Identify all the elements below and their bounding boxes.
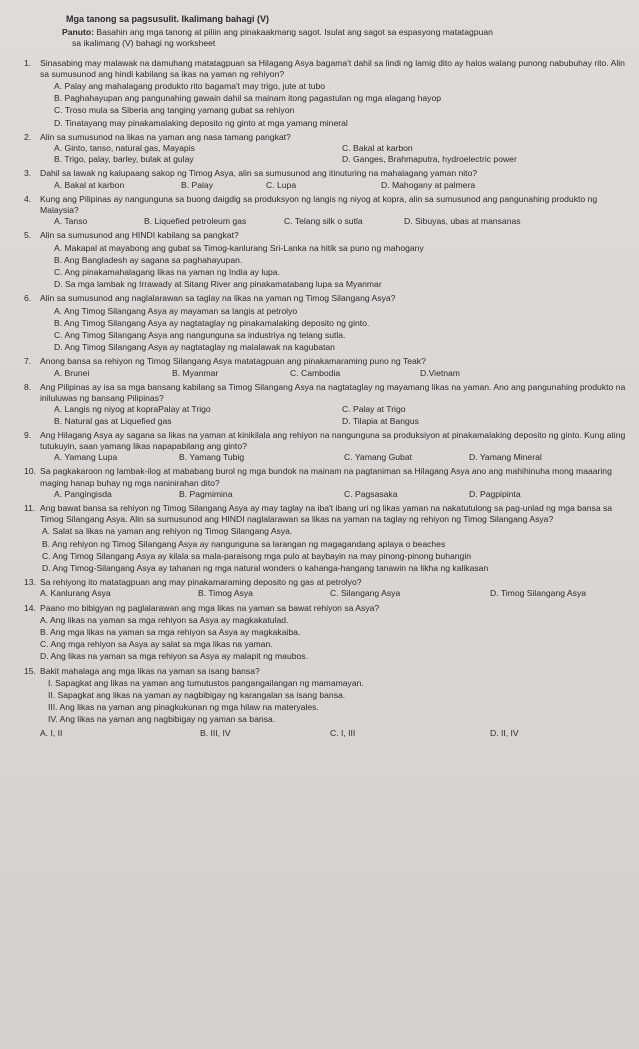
choice-b: B. III, IV bbox=[200, 727, 231, 738]
question-number: 7. bbox=[24, 356, 32, 367]
statement-ii: II. Sapagkat ang likas na yaman ay nagbibigay ng karangalan sa isang bansa. bbox=[48, 689, 346, 700]
option-a: A. Ang likas na yaman sa mga rehiyon sa Asya ay magkakatulad. bbox=[40, 614, 289, 625]
question-number: 14. bbox=[24, 602, 36, 613]
question-number: 3. bbox=[24, 168, 32, 179]
option-b: B. Liquefied petroleum gas bbox=[144, 216, 247, 227]
option-d: D. Ganges, Brahmaputra, hydroelectric power bbox=[342, 154, 517, 165]
statement-iv: IV. Ang likas na yaman ang nagbibigay ng yaman sa bansa. bbox=[48, 714, 276, 725]
option-a: A. Bakal at karbon bbox=[54, 179, 125, 190]
option-a: A. Ang Timog Silangang Asya ay mayaman sa langis at petrolyo bbox=[54, 305, 298, 316]
option-d: D. Ang Timog Silangang Asya ay nagtataglay ng malalawak na kagubatan bbox=[54, 342, 335, 353]
question-text: Alin sa sumusunod ang HINDI kabilang sa pangkat? bbox=[40, 230, 239, 241]
question-text: Sa pagkakaroon ng lambak-ilog at mababang burol ng mga bundok na mainam na pagtaniman sa Hilagang Asya ano ang mahihinuha mong maaaring maging hanap buhay ng mga naninirahan dito? bbox=[40, 466, 612, 488]
option-a: A. Brunei bbox=[54, 367, 90, 378]
statement-iii: III. Ang likas na yaman ang pinagkukunan ng mga hilaw na materyales. bbox=[48, 702, 319, 713]
question-14 bbox=[14, 603, 627, 663]
choice-a: A. I, II bbox=[40, 727, 63, 738]
option-c: C. Telang silk o sutla bbox=[284, 216, 363, 227]
question-number: 13. bbox=[24, 577, 36, 588]
question-text: Ang Pilipinas ay isa sa mga bansang kabilang sa Timog Silangang Asya na nagtataglay ng mayamang likas na yaman. Ano ang pangunahing produkto na iniluluwas ng bansang Pilipinas? bbox=[40, 381, 626, 404]
option-a: A. Kanlurang Asya bbox=[40, 588, 111, 599]
option-b: B. Natural gas at Liquefied gas bbox=[54, 415, 172, 426]
question-text: Dahil sa lawak ng kalupaang sakop ng Timog Asya, alin sa sumusunod ang itinuturing na mahalagang yaman nito? bbox=[40, 168, 478, 179]
option-c: C. Palay at Trigo bbox=[342, 404, 406, 415]
option-d: D. Tinatayang may pinakamalaking deposito ng ginto at mga yamang mineral bbox=[54, 117, 348, 128]
option-c: C. Cambodia bbox=[290, 367, 341, 378]
option-b: B. Ang Bangladesh ay sagana sa paghahayupan. bbox=[54, 254, 243, 265]
option-c: C. Pagsasaka bbox=[344, 488, 398, 499]
option-a: A. Yamang Lupa bbox=[54, 452, 118, 463]
option-c: C. Lupa bbox=[266, 179, 297, 190]
option-b: B. Timog Asya bbox=[198, 588, 253, 599]
question-text: Kung ang Pilipinas ay nangunguna sa buong daigdig sa produksyon ng langis ng niyog at kopra, alin sa sumusunod ang pangunahing produkto ng Malaysia? bbox=[40, 193, 598, 216]
question-7 bbox=[14, 356, 627, 378]
question-text: Alin sa sumusunod na likas na yaman ang nasa tamang pangkat? bbox=[40, 131, 291, 142]
option-a: A. Makapal at mayabong ang gubat sa Timog-kanlurang Sri-Lanka na hitik sa puno ng mahogany bbox=[54, 242, 424, 253]
option-d: D. Ang likas na yaman sa mga rehiyon sa Asya ay malapit ng maubos. bbox=[40, 651, 308, 662]
option-a: A. Palay ang mahalagang produkto rito bagama't may trigo, jute at tubo bbox=[54, 81, 326, 92]
question-number: 11. bbox=[24, 502, 36, 513]
option-d: D. Pagpipinta bbox=[469, 488, 521, 499]
question-number: 15. bbox=[24, 665, 36, 676]
option-a: A. Salat sa likas na yaman ang rehiyon ng Timog Silangang Asya. bbox=[42, 526, 293, 537]
option-d: D. Sibuyas, ubas at mansanas bbox=[404, 216, 521, 227]
instruction-label: Panuto: bbox=[62, 27, 94, 38]
option-d: D. Timog Silangang Asya bbox=[490, 588, 587, 599]
option-d: D. Yamang Mineral bbox=[469, 452, 542, 463]
option-b: B. Ang mga likas na yaman sa mga rehiyon sa Asya ay magkakaiba. bbox=[40, 626, 301, 637]
question-number: 9. bbox=[24, 429, 32, 440]
question-13 bbox=[14, 577, 627, 599]
option-d: D. Tilapia at Bangus bbox=[342, 415, 419, 426]
option-b: B. Trigo, palay, barley, bulak at gulay bbox=[54, 154, 194, 165]
option-c: C. Ang mga rehiyon sa Asya ay salat sa mga likas na yaman. bbox=[40, 639, 273, 650]
question-10 bbox=[14, 466, 627, 500]
question-15 bbox=[14, 666, 627, 739]
option-c: C. Silangang Asya bbox=[330, 588, 401, 599]
option-d: D. Sa mga lambak ng Irrawady at Sitang River ang pinakamatabang lupa sa Myanmar bbox=[54, 279, 382, 290]
instructions bbox=[62, 27, 627, 49]
choice-c: C. I, III bbox=[330, 727, 356, 738]
choice-d: D. II, IV bbox=[490, 727, 519, 738]
option-c: C. Troso mula sa Siberia ang tanging yamang gubat sa rehiyon bbox=[54, 105, 295, 116]
option-b: B. Pagmimina bbox=[179, 488, 233, 499]
question-4 bbox=[14, 194, 627, 228]
option-b: B. Paghahayupan ang pangunahing gawain dahil sa mainam itong pagastulan ng mga alagang hayop bbox=[54, 93, 442, 104]
option-c: C. Bakal at karbon bbox=[342, 143, 413, 154]
question-text: Anong bansa sa rehiyon ng Timog Silangang Asya matatagpuan ang pinakamaraming puno ng Teak? bbox=[40, 356, 426, 367]
question-text: Sa rehiyong ito matatagpuan ang may pinakamaraming deposito ng gas at petrolyo? bbox=[40, 577, 362, 588]
question-8 bbox=[14, 382, 627, 427]
option-a: A. Ginto, tanso, natural gas, Mayapis bbox=[54, 143, 195, 154]
question-3 bbox=[14, 168, 627, 190]
option-d: D. Ang Timog-Silangang Asya ay tahanan ng mga natural wonders o kahanga-hangang tanawin na likha ng kalikasan bbox=[42, 562, 489, 573]
question-5 bbox=[14, 230, 627, 290]
worksheet-title: Mga tanong sa pagsusulit. Ikalimang bahagi (V) bbox=[66, 14, 270, 24]
question-text: Alin sa sumusunod ang naglalarawan sa taglay na likas na yaman ng Timog Silangang Asya? bbox=[40, 293, 396, 304]
statement-i: I. Sapagkat ang likas na yaman ang tumutustos pangangailangan ng mamamayan. bbox=[48, 677, 364, 688]
option-c: C. Ang Timog Silangang Asya ang nangunguna sa industriya ng telang sutla. bbox=[54, 330, 346, 341]
option-b: B. Ang rehiyon ng Timog Silangang Asya ay nangunguna sa larangan ng magagandang aplaya o beaches bbox=[42, 538, 446, 549]
option-c: C. Ang Timog Silangang Asya ay kilala sa mala-paraisong mga pulo at baybayin na may pinong-pinong buhangin bbox=[42, 550, 472, 561]
instruction-text: Basahin ang mga tanong at piliin ang pinakaakmang sagot. Isulat ang sagot sa espasyong matatagpuan bbox=[96, 27, 493, 38]
question-2 bbox=[14, 132, 627, 166]
question-number: 8. bbox=[24, 381, 32, 392]
question-number: 4. bbox=[24, 193, 32, 204]
question-11 bbox=[14, 503, 627, 574]
question-number: 6. bbox=[24, 293, 32, 304]
option-d: D. Mahogany at palmera bbox=[381, 179, 476, 190]
question-6 bbox=[14, 293, 627, 353]
option-b: B. Ang Timog Silangang Asya ay nagtataglay ng pinakamalaking deposito ng ginto. bbox=[54, 317, 370, 328]
question-number: 10. bbox=[24, 466, 36, 477]
option-a: A. Tanso bbox=[54, 216, 88, 227]
question-1 bbox=[14, 58, 627, 129]
question-text: Ang bawat bansa sa rehiyon ng Timog Silangang Asya ay may taglay na iba't ibang uri ng likas yaman na nakatutulong sa pag-unlad ng mga bansa sa Timog Silangang Asya. Alin sa sumusunod ang HINDI naglalarawan sa likas na yaman na taglay ng rehiyon ng Timog Silangang Asya? bbox=[40, 502, 613, 525]
question-text: Bakit mahalaga ang mga likas na yaman sa isang bansa? bbox=[40, 665, 260, 676]
question-text: Paano mo bibigyan ng paglalarawan ang mga likas na yaman sa bawat rehiyon sa Asya? bbox=[40, 602, 380, 613]
option-b: B. Palay bbox=[181, 179, 214, 190]
question-text: Ang Hilagang Asya ay sagana sa likas na yaman at kinikilala ang rehiyon na nangunguna sa produksiyon at pinakamalaking deposito ng ginto. Kung ating tutukuyin, saan yamang likas napapabilang ang ginto? bbox=[40, 429, 626, 451]
option-a: A. Langis ng niyog at kopraPalay at Trigo bbox=[54, 404, 211, 415]
question-text: Sinasabing may malawak na damuhang matatagpuan sa Hilagang Asya bagama't dahil sa lindi ng lamig dito ay halos walang punong nabubuhay rito. Alin sa sumusunod ang hindi kabilang sa ikas na yaman ng rehiyon? bbox=[40, 57, 625, 79]
question-9 bbox=[14, 430, 627, 464]
option-b: B. Myanmar bbox=[172, 367, 219, 378]
question-number: 1. bbox=[24, 57, 32, 68]
question-number: 5. bbox=[24, 230, 32, 241]
option-c: C. Yamang Gubat bbox=[344, 452, 412, 463]
instruction-continuation: sa ikalimang (V) bahagi ng worksheet bbox=[72, 38, 216, 49]
question-number: 2. bbox=[24, 131, 32, 142]
option-c: C. Ang pinakamahalagang likas na yaman ng India ay lupa. bbox=[54, 267, 280, 278]
option-a: A. Pangingisda bbox=[54, 488, 112, 499]
option-d: D.Vietnam bbox=[420, 367, 460, 378]
option-b: B. Yamang Tubig bbox=[179, 452, 245, 463]
